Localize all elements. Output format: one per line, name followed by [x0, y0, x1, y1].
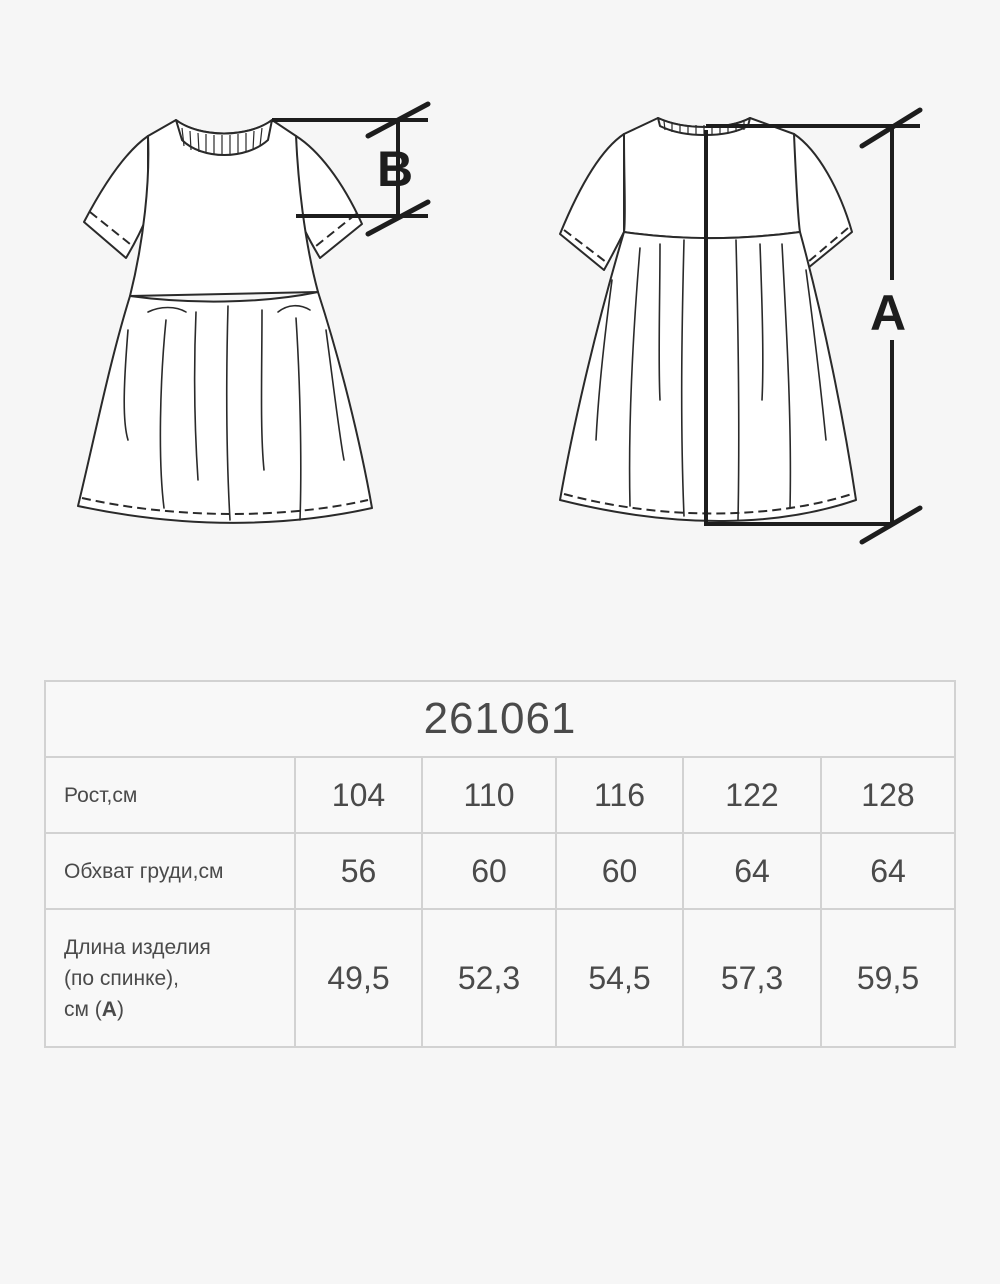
height-value: 104 [295, 757, 422, 833]
size-chart-table [44, 680, 956, 1048]
length-value: 49,5 [295, 909, 422, 1047]
length-value: 57,3 [683, 909, 821, 1047]
height-value: 110 [422, 757, 556, 833]
height-value: 128 [821, 757, 955, 833]
height-value: 122 [683, 757, 821, 833]
length-value: 52,3 [422, 909, 556, 1047]
length-value: 54,5 [556, 909, 683, 1047]
chest-value: 60 [422, 833, 556, 909]
chest-value: 56 [295, 833, 422, 909]
table-title-row [45, 681, 955, 757]
length-label-line: (по спинке), [64, 966, 180, 990]
row-label-height: Рост,см [45, 757, 295, 833]
length-label-marker: A [101, 997, 117, 1021]
table-row-length [45, 909, 955, 1047]
measurement-a-label: A [870, 285, 907, 341]
length-label-end: ) [116, 997, 124, 1021]
row-label-chest: Обхват груди,см [45, 833, 295, 909]
dress-front-view [78, 120, 372, 523]
dress-technical-drawing [0, 0, 1000, 600]
measurement-b-label: B [377, 141, 414, 197]
length-value: 59,5 [821, 909, 955, 1047]
chest-value: 60 [556, 833, 683, 909]
table-row-chest [45, 833, 955, 909]
height-value: 116 [556, 757, 683, 833]
row-label-length [45, 909, 295, 1047]
length-label-line: Длина изделия [64, 935, 211, 959]
dress-back-view [560, 118, 892, 524]
chest-value: 64 [821, 833, 955, 909]
model-number: 261061 [45, 681, 955, 757]
table-row-height [45, 757, 955, 833]
chest-value: 64 [683, 833, 821, 909]
length-label-line: см ( [64, 997, 102, 1021]
